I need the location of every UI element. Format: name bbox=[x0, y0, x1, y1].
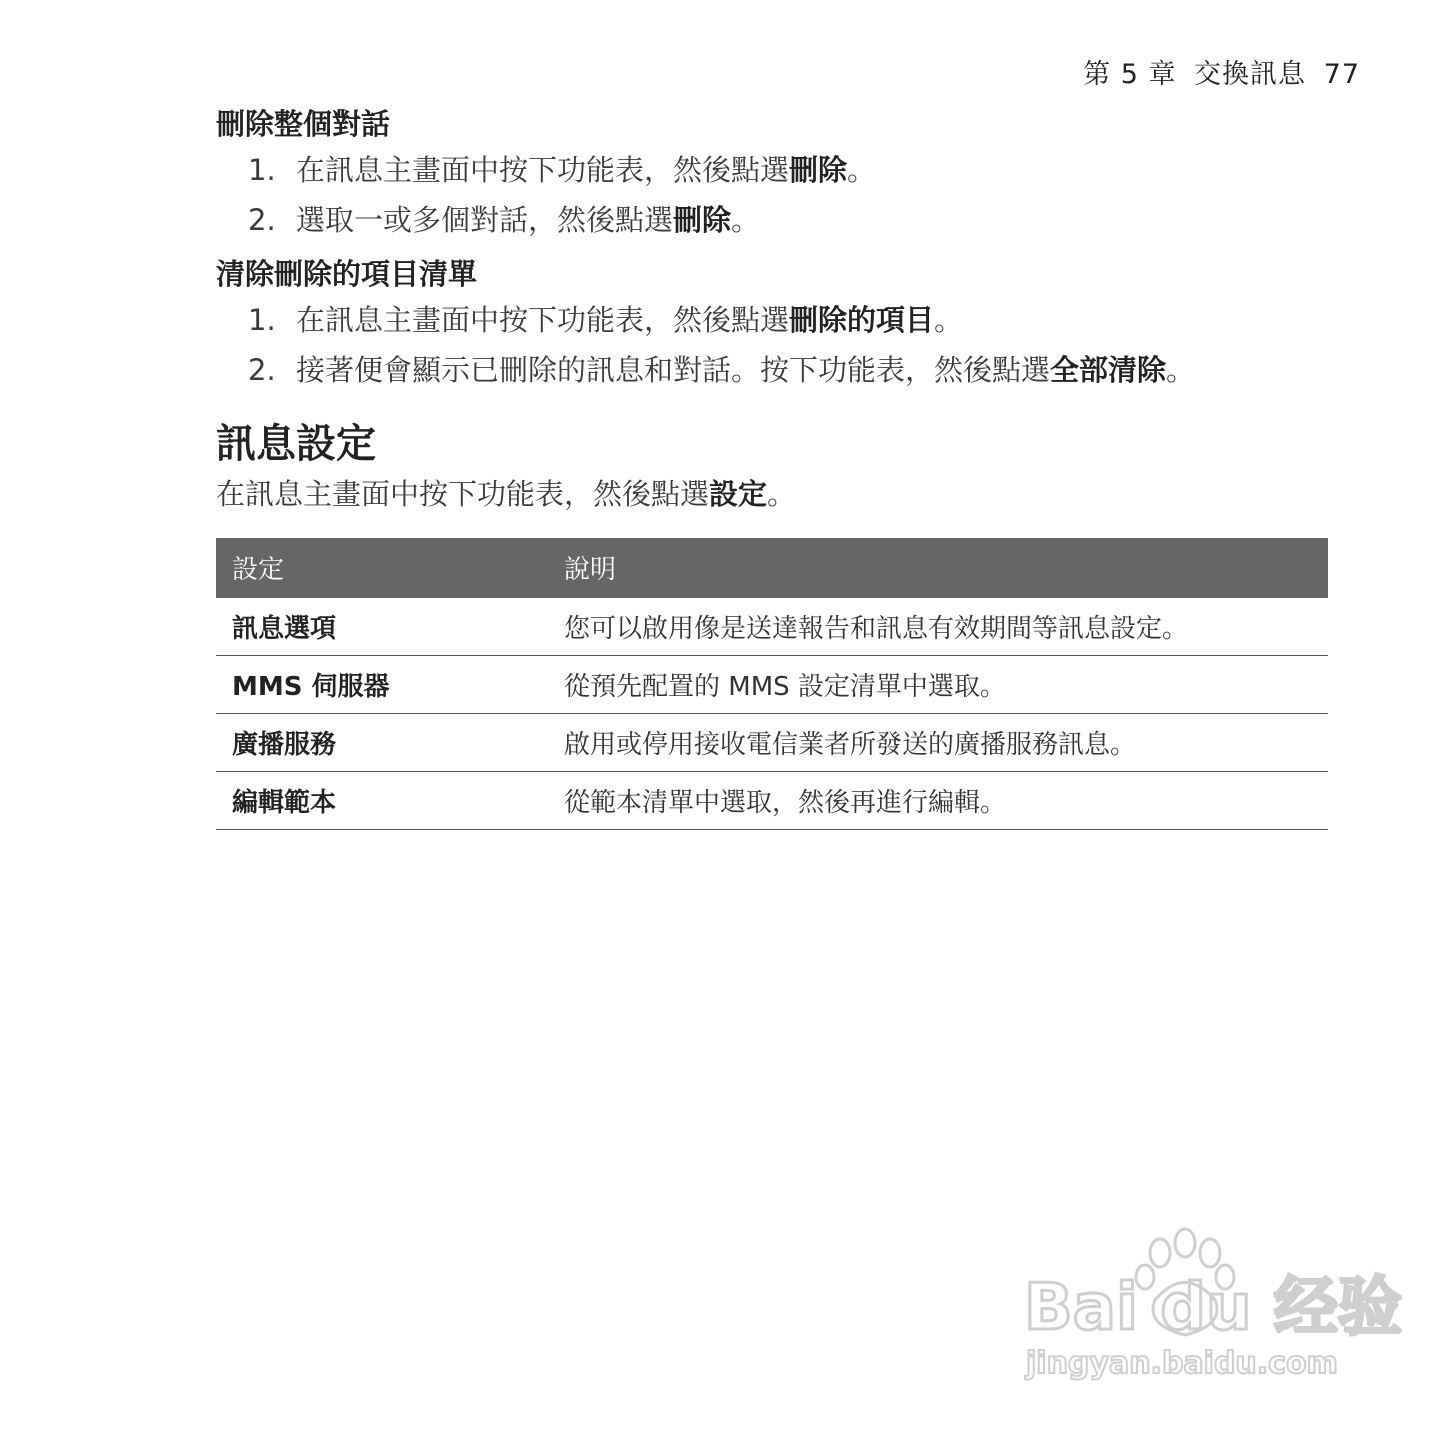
step-text bbox=[296, 202, 760, 240]
step-body: 在訊息主畫面中按下功能表，然後點選 bbox=[296, 152, 790, 187]
step-body: 在訊息主畫面中按下功能表，然後點選 bbox=[296, 302, 790, 337]
delete-conversation-heading: 刪除整個對話 bbox=[216, 107, 391, 141]
baidu-jingyan-watermark bbox=[1020, 1225, 1402, 1385]
step-text bbox=[296, 352, 1195, 390]
step-end: 。 bbox=[847, 152, 877, 187]
setting-description: 從預先配置的 MMS 設定清單中選取。 bbox=[548, 655, 1328, 713]
step-number: 1. bbox=[248, 302, 276, 337]
page-number: 77 bbox=[1323, 59, 1360, 90]
column-header-setting: 設定 bbox=[216, 538, 548, 598]
table-header-row bbox=[216, 538, 1328, 598]
setting-description: 啟用或停用接收電信業者所發送的廣播服務訊息。 bbox=[548, 713, 1328, 771]
chapter-title: 交換訊息 bbox=[1194, 59, 1307, 90]
intro-end: 。 bbox=[767, 477, 797, 512]
table-row bbox=[216, 771, 1328, 829]
table-row bbox=[216, 655, 1328, 713]
setting-name: MMS 伺服器 bbox=[216, 655, 548, 713]
step-item bbox=[216, 352, 1328, 390]
step-text bbox=[296, 302, 963, 340]
step-action: 全部清除 bbox=[1050, 353, 1167, 388]
step-number: 2. bbox=[248, 203, 276, 238]
step-end: 。 bbox=[731, 203, 761, 238]
step-action: 刪除的項目 bbox=[789, 302, 935, 337]
step-item bbox=[216, 152, 1328, 190]
paw-logo-icon bbox=[1020, 1225, 1402, 1385]
intro-action: 設定 bbox=[709, 477, 768, 512]
watermark-url: jingyan.baidu.com bbox=[1026, 1346, 1338, 1381]
page-header bbox=[1083, 52, 1360, 91]
setting-description: 從範本清單中選取，然後再進行編輯。 bbox=[548, 771, 1328, 829]
step-end: 。 bbox=[1166, 353, 1196, 388]
setting-name: 廣播服務 bbox=[216, 713, 548, 771]
step-action: 刪除 bbox=[673, 203, 732, 238]
table-row bbox=[216, 713, 1328, 771]
settings-table bbox=[216, 538, 1328, 830]
message-settings-title: 訊息設定 bbox=[216, 421, 376, 468]
step-item bbox=[216, 302, 1328, 340]
message-settings-intro bbox=[216, 476, 1328, 514]
step-number: 2. bbox=[248, 353, 276, 388]
chapter-label: 第 5 章 bbox=[1083, 59, 1177, 90]
step-body: 接著便會顯示已刪除的訊息和對話。按下功能表，然後點選 bbox=[296, 353, 1051, 388]
intro-body: 在訊息主畫面中按下功能表，然後點選 bbox=[216, 477, 710, 512]
step-text bbox=[296, 152, 876, 190]
clear-deleted-heading: 清除刪除的項目清單 bbox=[216, 257, 478, 292]
watermark-logo-text: Bai du 经验 bbox=[1024, 1271, 1402, 1345]
page-content bbox=[216, 106, 1328, 830]
setting-name: 訊息選項 bbox=[216, 598, 548, 656]
step-item bbox=[216, 202, 1328, 240]
table-row bbox=[216, 598, 1328, 656]
step-action: 刪除 bbox=[789, 152, 848, 187]
step-body: 選取一或多個對話，然後點選 bbox=[296, 203, 674, 238]
setting-description: 您可以啟用像是送達報告和訊息有效期間等訊息設定。 bbox=[548, 598, 1328, 656]
column-header-description: 說明 bbox=[548, 538, 1328, 598]
delete-conversation-steps bbox=[216, 152, 1328, 240]
step-number: 1. bbox=[248, 152, 276, 187]
step-end: 。 bbox=[934, 302, 964, 337]
setting-name: 編輯範本 bbox=[216, 771, 548, 829]
clear-deleted-steps bbox=[216, 302, 1328, 390]
